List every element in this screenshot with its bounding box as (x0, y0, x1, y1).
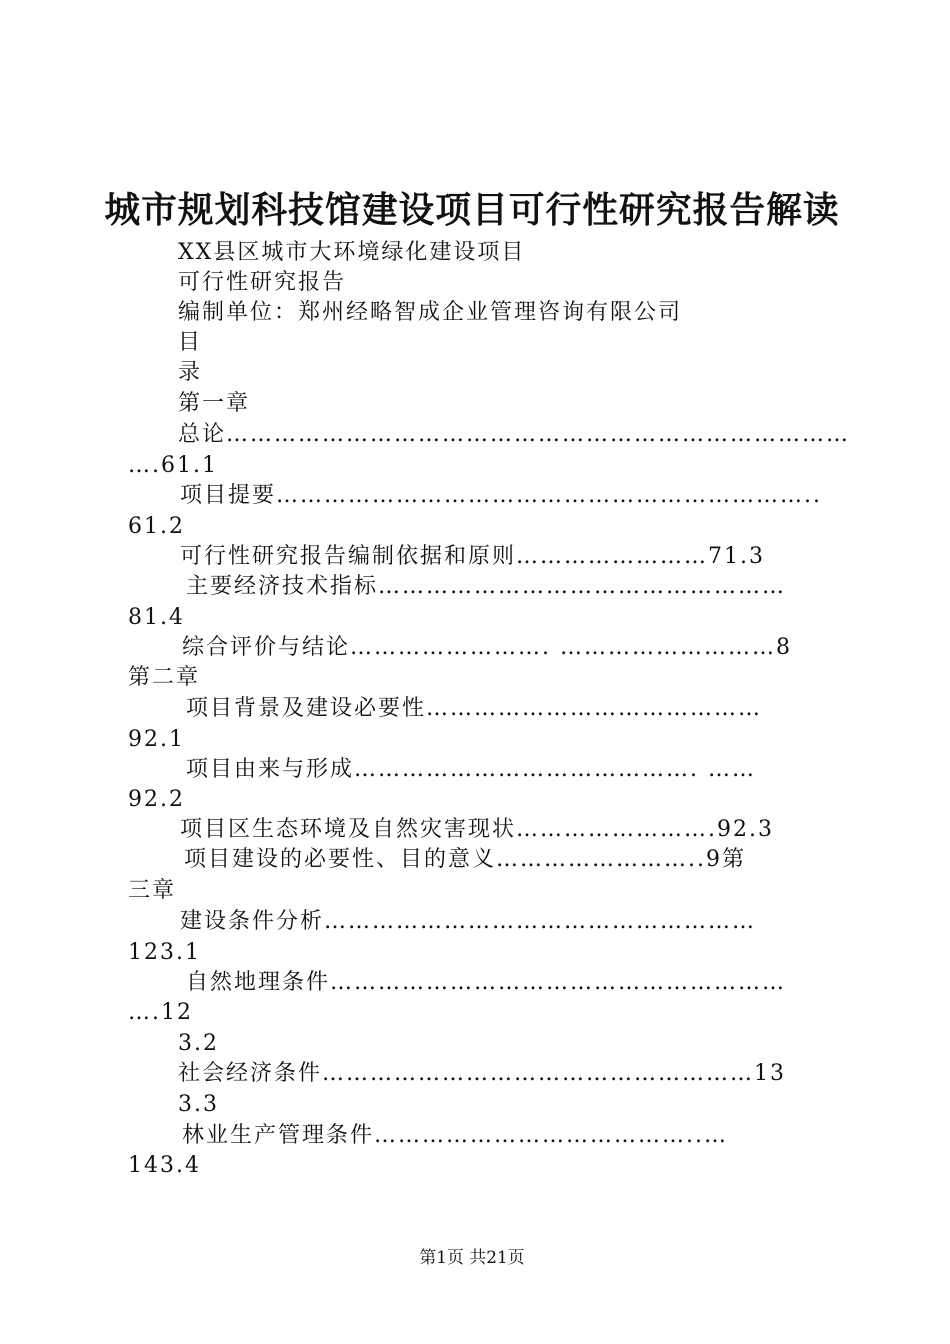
toc-line: 第一章 (178, 391, 251, 416)
toc-line: 项目建设的必要性、目的意义……………………..9第 (184, 847, 746, 872)
toc-line: 第二章 (128, 665, 201, 690)
toc-line: 目 (178, 330, 203, 355)
toc-line: 143.4 (128, 1153, 201, 1178)
toc-line: 林业生产管理条件…………………………………..… (182, 1123, 728, 1148)
toc-line: 61.2 (128, 514, 185, 539)
toc-line: 自然地理条件………………………………………………… (186, 970, 787, 995)
toc-line: 总论…………………………………………………………………… (178, 422, 851, 447)
page-footer: 第1页 共21页 (419, 1248, 525, 1268)
toc-line: 综合评价与结论……………………. ………………………8 (182, 635, 792, 660)
toc-line: 项目区生态环境及自然灾害现状…………………….92.3 (180, 817, 774, 842)
toc-line: ….61.1 (128, 453, 218, 478)
toc-line: 92.2 (128, 787, 185, 812)
toc-line: 三章 (128, 878, 177, 903)
toc-line: 3.3 (178, 1092, 219, 1117)
toc-line: 项目由来与形成……………………………………. …… (186, 757, 756, 782)
toc-line: 主要经济技术指标…………………………………………… (186, 574, 787, 599)
toc-line: 编制单位：郑州经略智成企业管理咨询有限公司 (178, 300, 683, 325)
toc-line: 社会经济条件………………………………………………13 (178, 1061, 786, 1086)
toc-line: 81.4 (128, 605, 185, 630)
toc-line: 可行性研究报告编制依据和原则……………………71.3 (180, 544, 765, 569)
toc-line: 项目提要………………………………………………………….. (180, 483, 822, 508)
document-title: 城市规划科技馆建设项目可行性研究报告解读 (104, 189, 840, 231)
toc-line: 可行性研究报告 (178, 270, 347, 295)
toc-line: XX县区城市大环境绿化建设项目 (178, 240, 526, 265)
toc-line: 92.1 (128, 727, 185, 752)
toc-line: 项目背景及建设必要性…………………………………… (186, 696, 763, 721)
toc-line: 3.2 (178, 1031, 219, 1056)
toc-line: ….12 (128, 1000, 193, 1025)
toc-line: 录 (178, 360, 203, 385)
toc-line: 建设条件分析……………………………………………… (180, 909, 757, 934)
toc-line: 123.1 (128, 940, 201, 965)
